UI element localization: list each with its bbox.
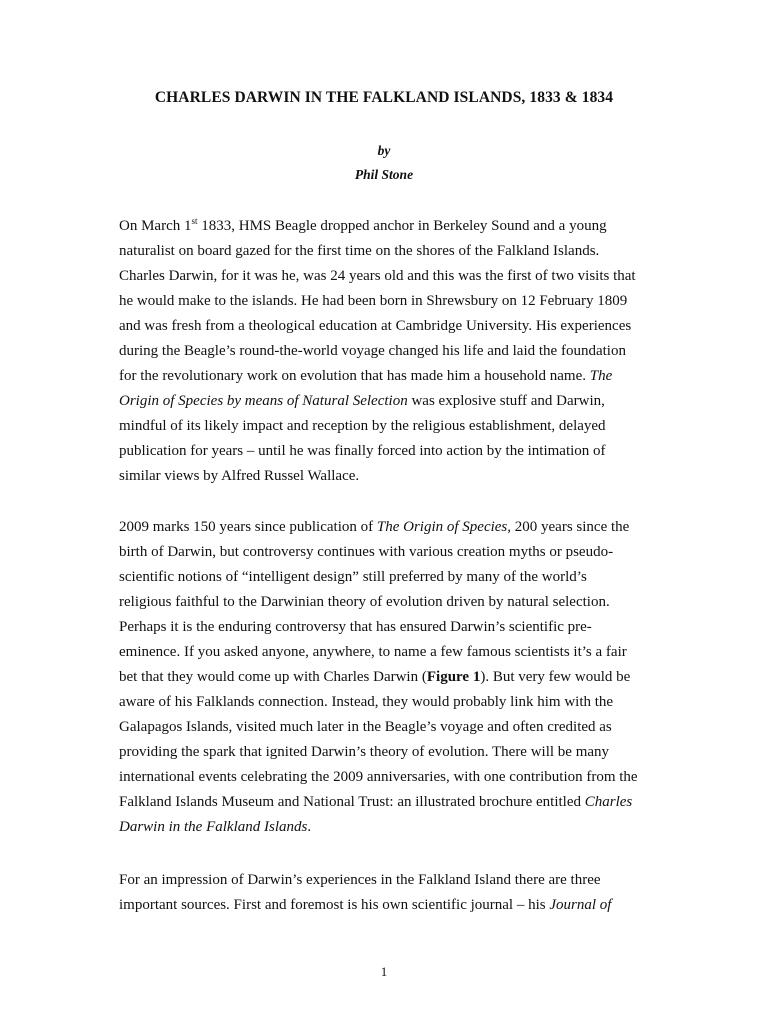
book-title: The <box>589 368 613 384</box>
text-line: similar views by Alfred Russel Wallace. <box>119 468 360 484</box>
text-line: birth of Darwin, but controversy continues with various creation myths or pseudo- <box>119 544 614 560</box>
page-number: 1 <box>380 964 388 979</box>
figure-reference: Figure 1 <box>426 669 481 685</box>
text-line: Galapagos Islands, visited much later in the Beagle’s voyage and often credited as <box>119 719 612 735</box>
text-line: Perhaps it is the enduring controversy that has ensured Darwin’s scientific pre- <box>119 619 592 635</box>
text-line: Charles Darwin, for it was he, was 24 years old and this was the first of two visits that <box>119 268 636 284</box>
text-line: important sources. First and foremost is his own scientific journal – his Journal of <box>119 897 612 913</box>
text-line: On March 1st 1833, HMS Beagle dropped anchor in Berkeley Sound and a young <box>119 216 607 234</box>
text-line: he would make to the islands. He had been born in Shrewsbury on 12 February 1809 <box>119 293 628 309</box>
text-line: For an impression of Darwin’s experiences in the Falkland Island there are three <box>119 872 601 888</box>
text-line: eminence. If you asked anyone, anywhere, to name a few famous scientists it’s a fair <box>119 644 627 660</box>
text-line: and was fresh from a theological education at Cambridge University. His experiences <box>119 318 632 334</box>
document-title: CHARLES DARWIN IN THE FALKLAND ISLANDS, 1833 & 1834 <box>154 89 614 106</box>
text-line: Falkland Islands Museum and National Trust: an illustrated brochure entitled Charles <box>119 794 633 810</box>
paragraph-1 <box>119 214 659 489</box>
paragraph-3 <box>119 868 659 918</box>
text-line: bet that they would come up with Charles Darwin (Figure 1). But very few would be <box>119 669 631 685</box>
text-line: for the revolutionary work on evolution that has made him a household name. The <box>119 368 613 384</box>
book-title: Journal of <box>549 897 612 913</box>
brochure-title: Charles <box>584 794 633 810</box>
paragraph-2 <box>119 515 659 840</box>
text-line: naturalist on board gazed for the first time on the shores of the Falkland Islands. <box>119 243 600 259</box>
text-line: Darwin in the Falkland Islands. <box>119 819 312 835</box>
text-line: mindful of its likely impact and reception by the religious establishment, delayed <box>119 418 606 434</box>
text-line: during the Beagle’s round-the-world voyage changed his life and laid the foundation <box>119 343 626 359</box>
text-line: religious faithful to the Darwinian theory of evolution driven by natural selection. <box>119 594 610 610</box>
book-title: Origin of Species by means of Natural Selection <box>119 393 408 409</box>
author-name: Phil Stone <box>354 167 414 182</box>
text-line: international events celebrating the 2009 anniversaries, with one contribution from the <box>119 769 638 785</box>
text-line: Origin of Species by means of Natural Selection was explosive stuff and Darwin, <box>119 393 605 409</box>
text-line: scientific notions of “intelligent design” still preferred by many of the world’s <box>119 569 587 585</box>
brochure-title: Darwin in the Falkland Islands <box>119 819 308 835</box>
text-line: providing the spark that ignited Darwin’s theory of evolution. There will be many <box>119 744 610 760</box>
byline-label: by <box>377 143 391 158</box>
ordinal-superscript: st <box>191 216 198 226</box>
book-title: The Origin of Species <box>376 519 508 535</box>
text-line: publication for years – until he was finally forced into action by the intimation of <box>119 443 606 459</box>
text-line: 2009 marks 150 years since publication of The Origin of Species, 200 years since the <box>119 519 630 535</box>
text-line: aware of his Falklands connection. Instead, they would probably link him with the <box>119 694 614 710</box>
